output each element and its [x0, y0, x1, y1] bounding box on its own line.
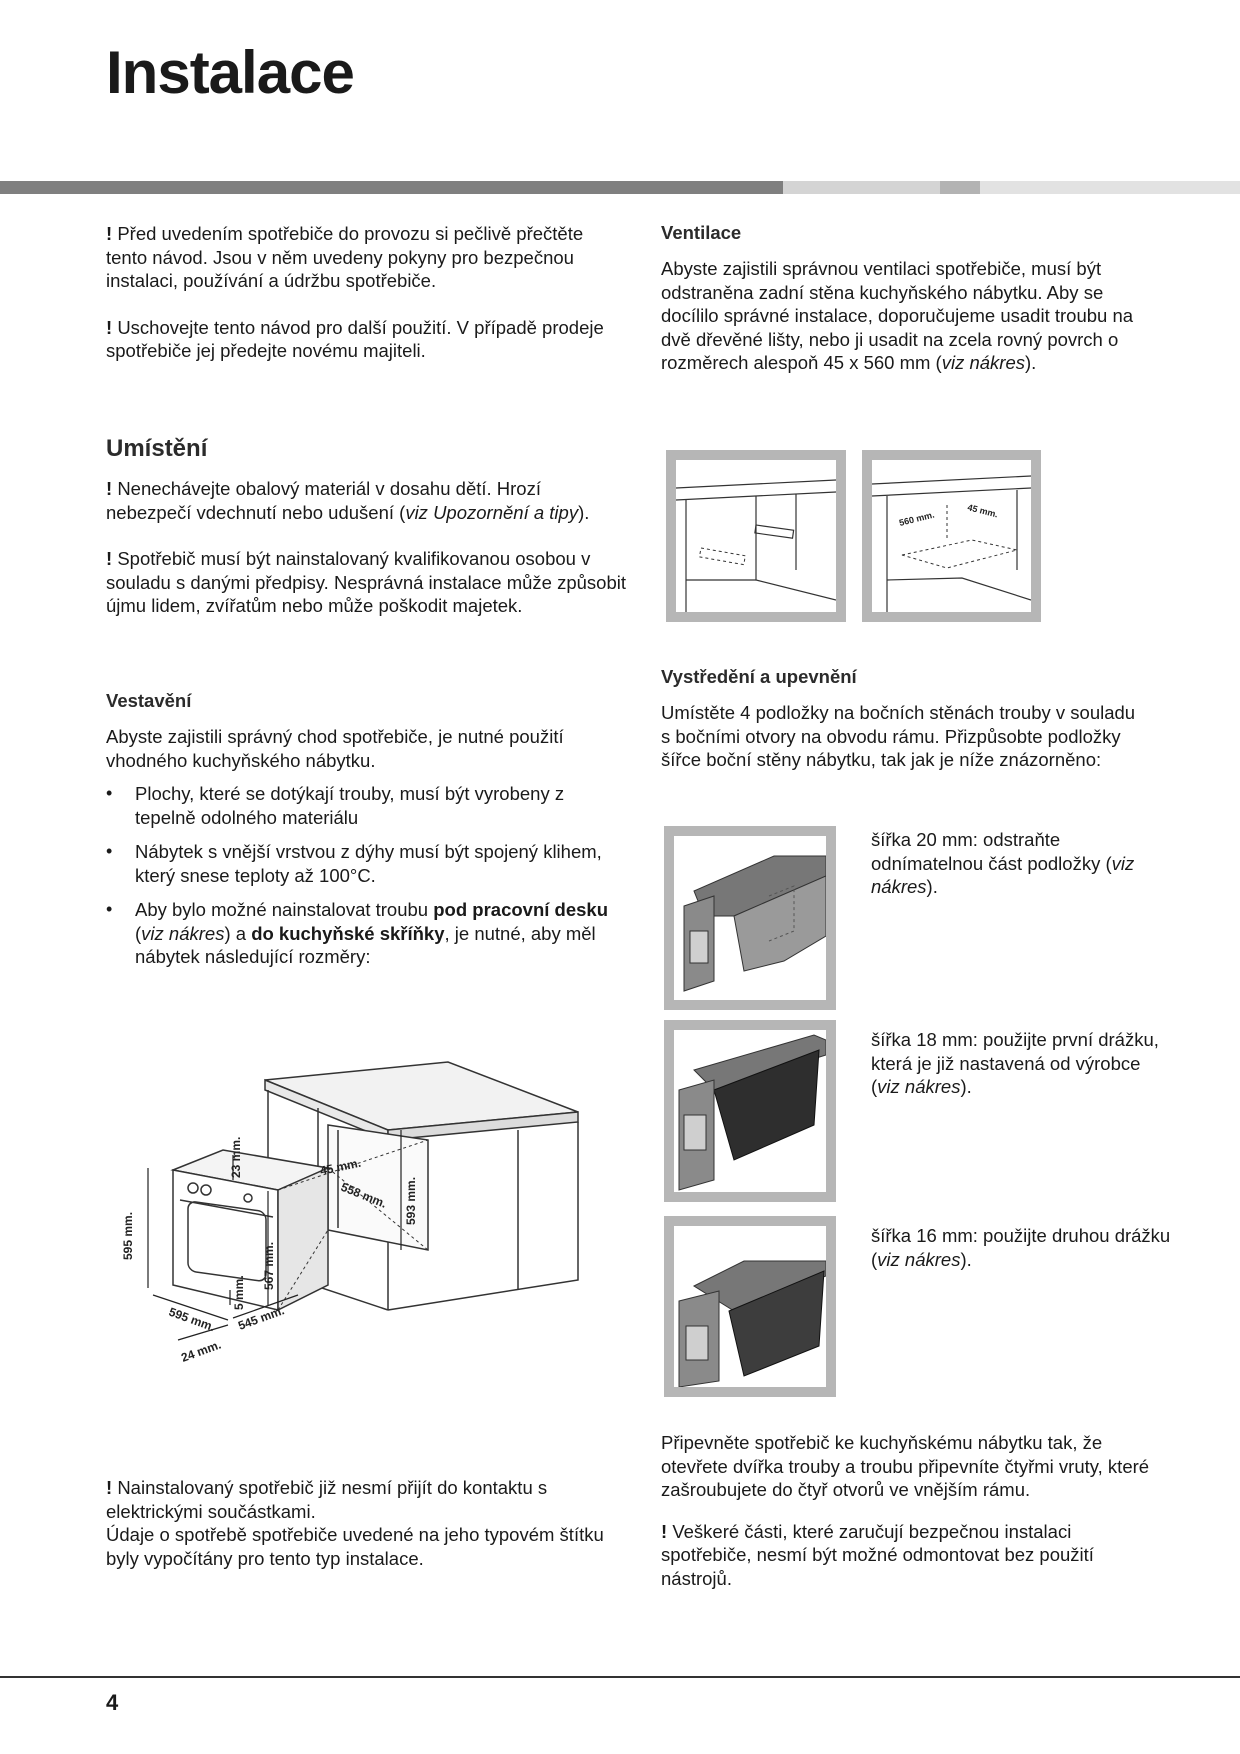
list-item: • Nábytek s vnější vrstvou z dýhy musí být spojený klihem, který snese teploty až 100°C.: [106, 840, 626, 887]
ventilation-image-2: [862, 450, 1041, 622]
ventilace-section: [661, 257, 1141, 375]
dim-593: 593 mm.: [404, 1176, 418, 1225]
header-bar-mid: [940, 181, 980, 194]
umisteni-heading: Umístění: [106, 435, 208, 462]
footer-rule: [0, 1676, 1240, 1678]
vystredeni-section: [661, 701, 1141, 772]
dim-558: 558 mm.: [338, 1179, 389, 1211]
header-bar-right: [980, 181, 1240, 194]
dim-5: 5 mm.: [232, 1275, 246, 1310]
dim-23: 23 mm.: [229, 1136, 243, 1178]
vystredeni-heading: Vystředění a upevnění: [661, 666, 857, 687]
bottom-left-section: [106, 1476, 626, 1570]
bottom-right-paragraph-1: Připevněte spotřebič ke kuchyňskému nábytku tak, že otevřete dvířka trouby a troubu připevníte čtyřmi vruty, které zašroubujete do čtyř otvorů ve vnějším rámu.: [661, 1432, 1150, 1500]
label-560: 560 mm.: [898, 509, 936, 528]
bracket-text-16mm: šířka 16 mm: použijte druhou drážku (viz nákres).: [871, 1225, 1171, 1270]
bottom-right-section: [661, 1431, 1161, 1590]
list-item: • Aby bylo možné nainstalovat troubu pod pracovní desku (viz nákres) a do kuchyňské skříňky, je nutné, aby měl nábytek následující rozměry:: [106, 898, 626, 969]
intro-section: [106, 222, 626, 363]
ventilace-heading: Ventilace: [661, 222, 742, 243]
dim-595-vertical: 595 mm.: [121, 1211, 135, 1260]
page-title: Instalace: [106, 39, 354, 106]
umisteni-paragraph-2: ! Spotřebič musí být nainstalovaný kvalifikovanou osobou v souladu s danými předpisy. Nesprávná instalace může způsobit újmu lidem, zvířatům nebo může poškodit majetek.: [106, 548, 626, 616]
bracket-image-18mm: [664, 1020, 836, 1202]
vestaveni-paragraph: Abyste zajistili správný chod spotřebiče, je nutné použití vhodného kuchyňského nábytku.: [106, 726, 564, 771]
intro-paragraph-2: ! Uschovejte tento návod pro další použití. V případě prodeje spotřebiče jej předejte novému majiteli.: [106, 316, 604, 361]
vestaveni-list: [106, 782, 626, 969]
bottom-left-paragraph: ! Nainstalovaný spotřebič již nesmí přijít do kontaktu s elektrickými součástkami. Údaje o spotřebě spotřebiče uvedené na jeho typovém štítku byly vypočítány pro tento typ instalace.: [106, 1477, 604, 1569]
bracket-image-16mm: [664, 1216, 836, 1397]
header-bar-light: [783, 181, 940, 194]
bracket-text-18mm: šířka 18 mm: použijte první drážku, která je již nastavená od výrobce (viz nákres).: [871, 1029, 1159, 1097]
dim-595-horizontal: 595 mm.: [166, 1304, 217, 1335]
dim-24: 24 mm.: [179, 1337, 223, 1365]
dim-567: 567 mm.: [262, 1241, 276, 1290]
vestaveni-section: [106, 725, 626, 980]
page-number: 4: [106, 1690, 119, 1715]
list-item: • Plochy, které se dotýkají trouby, musí být vyrobeny z tepelně odolného materiálu: [106, 782, 626, 829]
bracket-image-20mm: [664, 826, 836, 1010]
umisteni-section: [106, 477, 626, 618]
dim-545: 545 mm.: [236, 1303, 287, 1333]
header-bar-dark: [0, 181, 783, 194]
installation-diagram: [118, 1050, 598, 1410]
ventilation-image-1: [666, 450, 846, 622]
vestaveni-heading: Vestavění: [106, 690, 192, 711]
label-45: 45 mm.: [966, 502, 1000, 520]
intro-paragraph-1: ! Před uvedením spotřebiče do provozu si pečlivě přečtěte tento návod. Jsou v něm uvedeny pokyny pro bezpečnou instalaci, používání a údržbu spotřebiče.: [106, 223, 584, 291]
umisteni-paragraph-1: ! Nenechávejte obalový materiál v dosahu dětí. Hrozí nebezpečí vdechnutí nebo udušení (viz Upozornění a tipy).: [106, 478, 590, 523]
bottom-right-paragraph-2: ! Veškeré části, které zaručují bezpečnou instalaci spotřebiče, nesmí být možné odmontovat bez použití nástrojů.: [661, 1520, 1094, 1589]
ventilace-paragraph: Abyste zajistili správnou ventilaci spotřebiče, musí být odstraněna zadní stěna kuchyňského nábytku. Aby se docílilo správné instalace, doporučujeme usadit troubu na dvě dřevěné lišty, nebo ji usadit na zcela rovný povrch o rozměrech alespoň 45 x 560 mm (viz nákres).: [661, 258, 1134, 373]
bracket-text-20mm: šířka 20 mm: odstraňte odnímatelnou část podložky (viz nákres).: [871, 829, 1135, 897]
dim-45: 45 mm.: [318, 1155, 363, 1178]
vystredeni-paragraph: Umístěte 4 podložky na bočních stěnách trouby v souladu s bočními otvory na obvodu rámu. Přizpůsobte podložky šířce boční stěny nábytku, tak jak je níže znázorněno:: [661, 702, 1136, 770]
